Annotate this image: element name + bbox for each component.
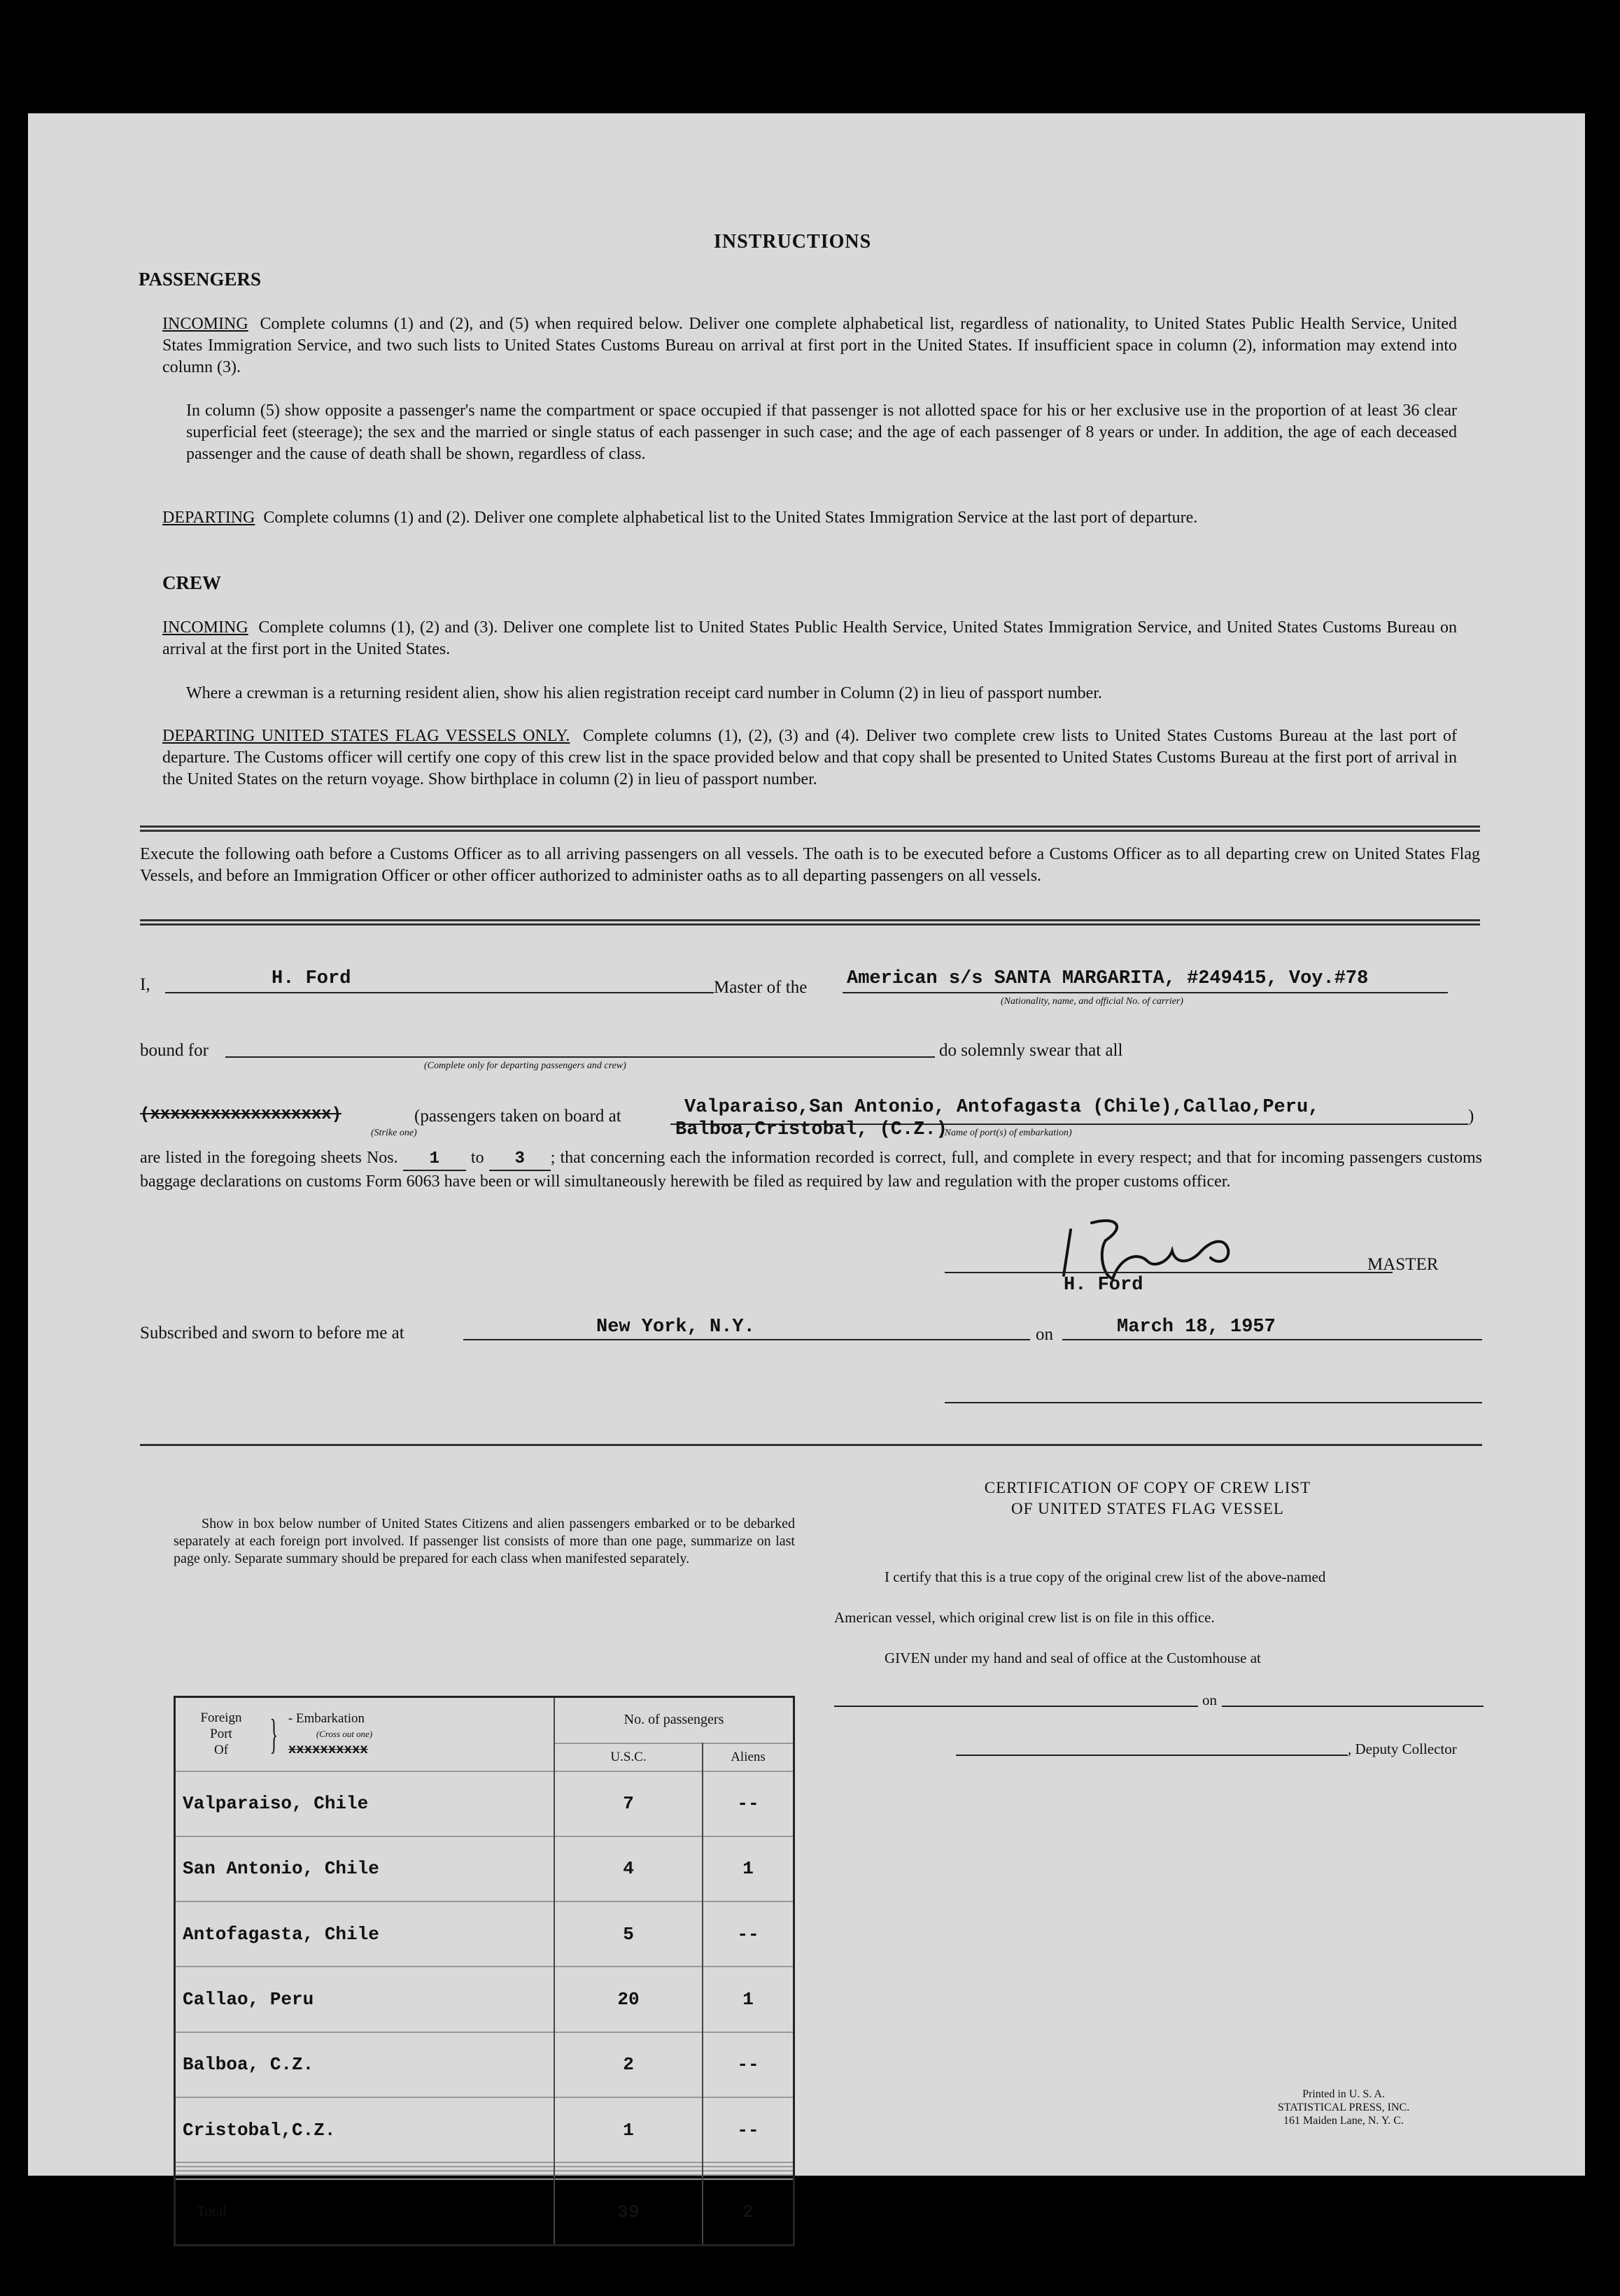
port-cell: Callao, Peru [175,1967,555,2032]
crew-incoming-text: Complete columns (1), (2) and (3). Deliver one complete list to United States Public Health Service, United States Immigration Service, and United States Customs Bureau on arrival at the first port in the United States. [162,618,1458,658]
port-cell: Balboa, C.Z. [175,2032,555,2097]
incoming-text: Complete columns (1) and (2), and (5) when required below. Deliver one complete alphabetical list, regardless of nationality, to United States Public Health Service, United States Immigration Service, and two such lists to United States Customs Bureau on arrival at first port in the United States. If insufficient space in column (2), information may extend into column (3). [162,315,1458,376]
crew-alien-paragraph: Where a crewman is a returning resident alien, show his alien registration receipt card number in Column (2) in lieu of passport number. [186,684,1102,702]
listed-paragraph [140,1147,1482,1193]
usc-cell: 2 [554,2032,703,2097]
sworn-on-label: on [1036,1325,1053,1344]
table-row [175,2097,794,2162]
printer-line-1: Printed in U. S. A. [1302,2088,1385,2100]
given-text: GIVEN under my hand and seal of office at the Customhouse at [885,1650,1261,1666]
sheet-from: 1 [403,1148,466,1171]
aliens-header: Aliens [703,1743,794,1771]
usc-cell: 4 [554,1836,703,1901]
master-of-label: Master of the [714,978,808,997]
summary-note: Show in box below number of United States Citizens and alien passengers embarked or to be debarked separately at each foreign port involved. If passenger list consists of more than one page, summarize on last page only. Separate summary should be prepared for each class when manifested separately. [174,1516,795,1566]
table-header-row [175,1697,794,1743]
certify-text-2: American vessel, which original crew list is on file in this office. [834,1609,1215,1626]
usc-header: U.S.C. [554,1743,703,1771]
usc-cell: 5 [554,1901,703,1967]
aliens-cell: 1 [703,1967,794,2032]
sworn-date-line [1062,1339,1482,1340]
departing-text: Complete columns (1) and (2). Deliver one complete alphabetical list to the United States Immigration Service at the last port of departure. [263,509,1198,527]
passengers-taken-text: (passengers taken on board at [414,1107,621,1126]
total-row [175,2179,794,2246]
usc-cell: 1 [554,2097,703,2162]
printer-imprint [1204,2088,1484,2127]
aliens-cell: -- [703,2032,794,2097]
embarkation-ports-1: Valparaiso,San Antonio, Antofagasta (Chile),Callao,Peru, [684,1097,1320,1118]
deputy-line [956,1755,1348,1756]
struck-debarkation: xxxxxxxxxx [288,1741,368,1757]
incoming-passengers-paragraph [162,313,1457,378]
deputy-label: , Deputy Collector [1348,1741,1457,1757]
table-row [175,1836,794,1901]
aliens-cell: -- [703,1771,794,1836]
total-aliens: 2 [703,2179,794,2246]
sworn-date: March 18, 1957 [1117,1317,1276,1338]
departing-passengers-paragraph [162,507,1457,529]
printer-line-2: STATISTICAL PRESS, INC. [1277,2102,1410,2113]
section-divider [140,825,1480,832]
master-name: H. Ford [272,968,351,989]
departing-label: DEPARTING [162,509,255,527]
usc-cell: 7 [554,1771,703,1836]
to-label: to [470,1149,484,1167]
crew-heading: CREW [162,572,222,593]
signature-line [945,1272,1393,1273]
port-label: Port [210,1727,232,1742]
listed-continuation: ; that concerning each the information recorded is correct, full, and complete in every respect; and that for incoming passengers customs baggage declarations on customs Form 6063 have been or will simultaneously herewith be filed as required by law and regulation with the proper customs officer. [140,1149,1483,1191]
embarkation-ports-2: Balboa,Cristobal, (C.Z.) [675,1119,948,1140]
bound-for-label: bound for [140,1041,209,1060]
column5-paragraph: In column (5) show opposite a passenger's name the compartment or space occupied if that passenger is not allotted space for his or her exclusive use in the proportion of at least 36 clear superficial feet (steerage); the sex and the married or single status of each passenger in such case; and the age of each passenger of 8 years or under. In addition, the age of each deceased passenger and the cause of death shall be shown, regardless of class. [186,402,1457,463]
strike-caption: (Strike one) [371,1128,417,1138]
table-row [175,1771,794,1836]
struck-crew-label: (xxxxxxxxxxxxxxxxxx) [140,1105,342,1124]
certification-title [854,1477,1442,1519]
crew-departing-paragraph [162,725,1457,791]
cert-date-line [1222,1706,1484,1707]
of-label: Of [213,1743,229,1758]
cross-out-caption: (Cross out one) [316,1728,373,1739]
printer-line-3: 161 Maiden Lane, N. Y. C. [1283,2115,1404,2127]
certification-title-1: CERTIFICATION OF COPY OF CREW LIST [984,1479,1311,1496]
total-label: Total [175,2179,555,2246]
i-label: I, [140,975,150,994]
port-cell: Antofagasta, Chile [175,1901,555,1967]
table-row [175,1901,794,1967]
listed-text: are listed in the foregoing sheets Nos. [140,1149,398,1167]
section-divider [140,919,1480,926]
bound-caption: (Complete only for departing passengers and crew) [424,1061,626,1071]
port-header-cell [175,1697,555,1771]
bound-for-line [225,1056,935,1058]
certify-text-1: I certify that this is a true copy of the original crew list of the above-named [885,1568,1326,1585]
crew-departing-label: DEPARTING UNITED STATES FLAG VESSELS ONLY. [162,727,570,745]
certification-title-2: OF UNITED STATES FLAG VESSEL [1011,1500,1284,1517]
sheet-to: 3 [489,1148,551,1171]
close-paren: ) [1468,1107,1474,1126]
bottom-divider [140,1444,1482,1446]
oath-intro: Execute the following oath before a Customs Officer as to all arriving passengers on all vessels. The oath is to be executed before a Customs Officer as to all departing crew on United States Flag Vessels, and before an Immigration Officer or other officer authorized to administer oaths as to all departing passengers on all vessels. [140,845,1480,885]
passengers-heading: PASSENGERS [139,269,262,290]
master-name-line [165,992,714,993]
no-passengers-header: No. of passengers [554,1697,794,1743]
total-usc: 39 [554,2179,703,2246]
swear-text: do solemnly swear that all [939,1041,1123,1060]
instructions-title: INSTRUCTIONS [714,231,872,253]
brace-icon: } [269,1710,279,1757]
port-cell: San Antonio, Chile [175,1836,555,1901]
embarkation-summary-table [174,1696,795,2246]
master-typed-name: H. Ford [1064,1275,1143,1296]
port-cell: Valparaiso, Chile [175,1771,555,1836]
vessel-caption: (Nationality, name, and official No. of carrier) [1001,996,1183,1007]
vessel-line [843,992,1448,993]
sworn-place-line [463,1339,1030,1340]
form-page [28,113,1585,2223]
master-label: MASTER [1367,1255,1439,1274]
cert-on-label: on [1202,1692,1217,1708]
embarkation-label: - Embarkation [288,1710,365,1726]
ports-caption: (Name of port(s) of embarkation) [941,1128,1072,1138]
sworn-place: New York, N.Y. [596,1317,755,1338]
officer-signature-line [945,1402,1482,1403]
port-cell: Cristobal,C.Z. [175,2097,555,2162]
table-row [175,1967,794,2032]
incoming-label: INCOMING [162,315,248,333]
aliens-cell: -- [703,1901,794,1967]
usc-cell: 20 [554,1967,703,2032]
customhouse-line [834,1706,1198,1707]
subscribed-label: Subscribed and sworn to before me at [140,1324,404,1342]
crew-departing-text: Complete columns (1), (2), (3) and (4). Deliver two complete crew lists to United States Customs Bureau at the last port of departure. The Customs officer will certify one copy of this crew list in the space provided below and that copy shall be presented to United States Customs Bureau at the first port of arrival in the United States on the return voyage. Show birthplace in column (2) in lieu of passport number. [162,727,1457,788]
vessel-name: American s/s SANTA MARGARITA, #249415, Voy.#78 [847,968,1369,989]
aliens-cell: -- [703,2097,794,2162]
foreign-label: Foreign [200,1710,242,1726]
crew-incoming-label: INCOMING [162,618,248,637]
aliens-cell: 1 [703,1836,794,1901]
crew-incoming-paragraph [162,617,1457,660]
table-row [175,2032,794,2097]
